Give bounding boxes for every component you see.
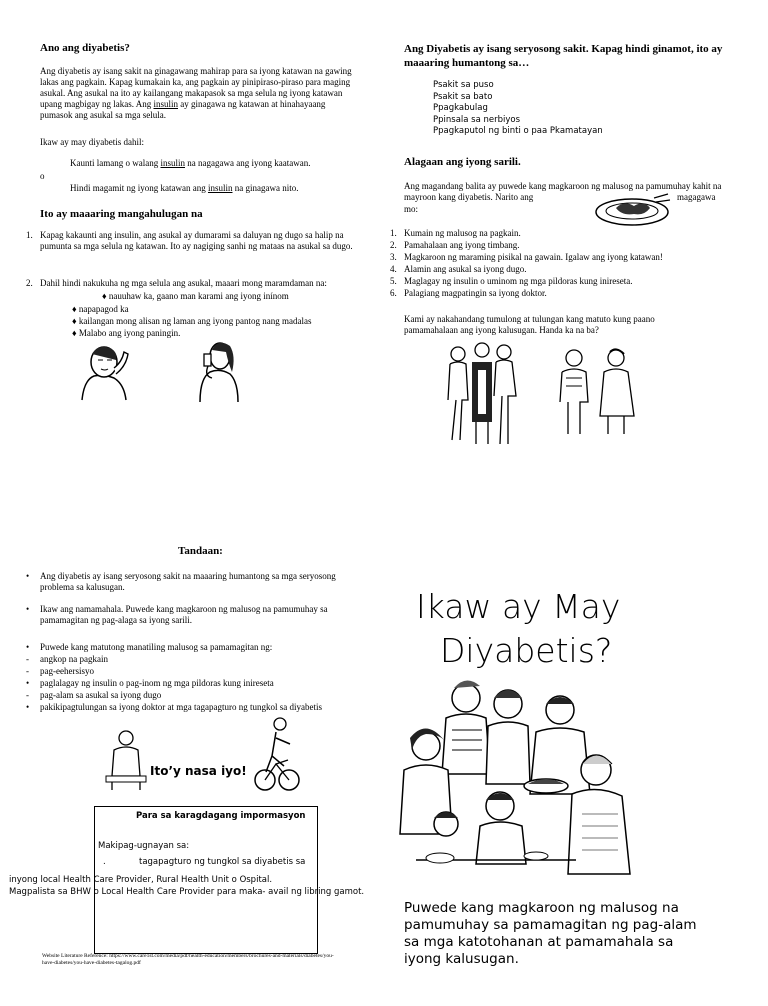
- cover-tagline: Puwede kang magkaroon ng malusog na pamumuhay sa pamamagitan ng pag-alam sa mga katotohanan at pamamahala sa iyong kalusugan.: [404, 900, 697, 967]
- drinking-person-illustration: [186, 338, 250, 404]
- reason-1-insulin: insulin: [160, 158, 185, 168]
- reference-text: Website Literature Reference: https://www.care1st.com/media/pdf/health-education/members/brochures-and-materials/diabetes/you-have-diabetes/you-have-diabetes-tagalog.pdf: [42, 953, 334, 966]
- cyclist-illustration: [254, 714, 300, 798]
- care-intro-end: mo:: [404, 204, 419, 214]
- reason-2-text-b: na ginagawa nito.: [232, 183, 299, 193]
- reason-label: Ikaw ay may diyabetis dahil:: [40, 137, 144, 147]
- info-title: Para sa karagdagang impormasyon: [136, 811, 306, 821]
- symptom-text: napapagod ka: [78, 304, 129, 314]
- numbered-item-text: Kapag kakaunti ang insulin, ang asukal ay dumarami sa daluyan ng dugo sa halip na pumunta sa mga selula ng katawan. Ito ay nagiging sanhi ng mataas na asukal sa dugo.: [40, 230, 353, 251]
- bullet-icon: •: [26, 702, 30, 712]
- reason-2-insulin: insulin: [207, 183, 233, 193]
- its-up-to-you-text: Ito’y nasa iyo!: [150, 764, 247, 778]
- symptom-text: kailangan mong alisan ng laman ang iyong pantog nang madalas: [78, 316, 312, 326]
- care-intro-tail: magagawa: [677, 192, 716, 202]
- care-step-text: Maglagay ng insulin o uminom ng mga pildoras kung inireseta.: [404, 276, 633, 286]
- reason-2: [70, 183, 360, 194]
- intro-text-a: Ang diyabetis ay isang sakit na ginagawang mahirap para sa iyong katawan na gawing lakas ang pagkain. Kapag kumakain ka, ang pagkain ay pinipiraso-piraso para maging asukal. Ang asukal na ito ay kailangang makapasok sa mga selula ng iyong katawan upang magbigay ng lakas. Ang: [40, 66, 352, 109]
- intro-text-b: ay ginagawa ng katawan at hinahayaang pumasok ang asukal sa mga selula.: [40, 99, 326, 120]
- care-step-num: 1.: [390, 228, 397, 238]
- dash-item: [26, 702, 366, 714]
- remember-bullet-text: Puwede kang matutong manatiling malusog sa pamamagitan ng:: [40, 642, 273, 652]
- symptom-text: Malabo ang iyong paningin.: [78, 328, 181, 338]
- headache-person-illustration: [76, 340, 134, 404]
- sitting-elder-illustration: [102, 728, 148, 792]
- diamond-bullet-icon: ♦: [72, 328, 77, 338]
- care-step: [390, 276, 730, 288]
- remember-bullet-text: Ang diyabetis ay isang seryosong sakit na maaaring humantong sa mga seryosong problema sa kalusugan.: [40, 571, 336, 592]
- care-step-text: Magkaroon ng maraming pisikal na gawain. Igalaw ang iyong katawan!: [404, 252, 663, 262]
- reason-1-text-b: na nagagawa ang iyong kaatawan.: [185, 158, 311, 168]
- symptom-text: nauuhaw ka, gaano man karami ang iyong inínom: [108, 291, 289, 301]
- care-step-text: Alamin ang asukal sa iyong dugo.: [404, 264, 527, 274]
- reason-2-text-a: Hindi magamit ng iyong katawan ang: [70, 183, 208, 193]
- help-text: Kami ay nakahandang tumulong at tulungan kang matuto kung paano pamamahalaan ang iyong kalusugan. Handa ka na ba?: [404, 314, 655, 335]
- dash-icon: -: [26, 666, 29, 676]
- dash-item-text: paglalagay ng insulin o pag-inom ng mga pildoras kung inireseta: [40, 678, 274, 688]
- dash-item-text: pakikipagtulungan sa iyong doktor at mga tagapagturo ng tungkol sa diyabetis: [40, 702, 322, 712]
- complication-item: Ppinsala sa nerbiyos: [433, 114, 521, 125]
- dash-list: [26, 654, 366, 714]
- bullet-icon: •: [26, 604, 30, 614]
- numbered-item-1: [26, 230, 366, 252]
- group-with-doctor-illustration: [442, 340, 524, 448]
- provider-line-1: inyong local Health Care Provider, Rural Health Unit o Ospital.: [9, 875, 273, 885]
- care-step-text: Pamahalaan ang iyong timbang.: [404, 240, 520, 250]
- remember-bullet: [26, 604, 366, 626]
- complication-heading: Ang Diyabetis ay isang seryosong sakit. Kapag hindi ginamot, ito ay maaaring humantong sa…: [404, 43, 723, 69]
- dash-item: [26, 690, 366, 702]
- provider-line-2: Magpalista sa BHW o Local Health Care Provider para maka- avail ng libring gamot.: [9, 887, 365, 897]
- complication-item: Ppagkabulag: [433, 103, 488, 114]
- care-steps: [390, 228, 730, 300]
- diamond-bullet-icon: ♦: [72, 304, 77, 314]
- cover-title-line-1: Ikaw ay May: [416, 587, 621, 626]
- bullet-icon: •: [26, 678, 30, 688]
- care-step-num: 2.: [390, 240, 397, 250]
- dash-icon: -: [26, 654, 29, 664]
- diamond-bullet-icon: ♦: [102, 291, 107, 301]
- care-step: [390, 228, 730, 240]
- contact-dot: .: [103, 857, 106, 867]
- care-step: [390, 240, 730, 252]
- care-intro-line: Ang magandang balita ay puwede kang magkaroon ng malusog na pamumuhay kahit na mayroon kang diyabetis. Narito ang: [404, 181, 722, 202]
- numbered-item-text: Dahil hindi nakukuha ng mga selula ang asukal, maaari mong maramdaman na:: [40, 278, 327, 288]
- reason-1-text-a: Kaunti lamang o walang: [70, 158, 161, 168]
- remember-bullet-text: Ikaw ang namamahala. Puwede kang magkaroon ng malusog na pamumuhay sa pamamagitan ng pag-alaga sa iyong sarili.: [40, 604, 328, 625]
- dash-icon: -: [26, 690, 29, 700]
- reason-1: [70, 158, 360, 169]
- diabetes-heading: Ano ang diyabetis?: [40, 42, 130, 54]
- intro-insulin: insulin: [153, 99, 178, 109]
- remember-bullet: [26, 571, 366, 593]
- dash-item-text: angkop na pagkain: [40, 654, 108, 664]
- care-step-text: Kumain ng malusog na pagkain.: [404, 228, 521, 238]
- complication-item: Psakit sa bato: [433, 91, 493, 102]
- numbered-item-num: 2.: [26, 278, 33, 288]
- complication-item: Psakit sa puso: [433, 80, 494, 90]
- care-step: [390, 264, 730, 276]
- cover-title-line-2: Diyabetis?: [440, 631, 613, 670]
- bullet-icon: •: [26, 571, 30, 581]
- care-heading: Alagaan ang iyong sarili.: [404, 156, 521, 168]
- dash-item-text: pag-alam sa asukal sa iyong dugo: [40, 690, 162, 700]
- numbered-item-2: [26, 278, 366, 289]
- dash-item: [26, 678, 366, 690]
- dash-item: [26, 654, 366, 666]
- remember-bullet: [26, 642, 366, 653]
- care-step-num: 5.: [390, 276, 397, 286]
- contact-label: Makipag-ugnayan sa:: [98, 841, 190, 851]
- care-step-text: Palagiang magpatingin sa iyong doktor.: [404, 288, 547, 298]
- couple-illustration: [554, 346, 638, 436]
- meaning-heading: Ito ay maaaring mangahulugan na: [40, 208, 203, 220]
- symptom-item: [72, 328, 180, 339]
- or-text: o: [40, 171, 45, 181]
- care-step-num: 6.: [390, 288, 397, 298]
- symptom-item: [72, 304, 129, 315]
- bullet-icon: •: [26, 642, 30, 652]
- complication-item: Ppagkaputol ng binti o paa Pkamatayan: [433, 126, 603, 137]
- diamond-bullet-icon: ♦: [72, 316, 77, 326]
- contact-line: tagapagturo ng tungkol sa diyabetis sa: [139, 857, 306, 867]
- care-step-num: 4.: [390, 264, 397, 274]
- symptom-item: [72, 316, 312, 327]
- complication-list: [433, 80, 603, 138]
- food-plate-illustration: [594, 192, 672, 228]
- dash-item-text: pag-eehersisyo: [40, 666, 94, 676]
- symptom-item: [102, 291, 289, 302]
- numbered-item-num: 1.: [26, 230, 33, 240]
- family-dinner-illustration: [396, 674, 632, 884]
- care-step: [390, 288, 730, 300]
- dash-item: [26, 666, 366, 678]
- remember-heading: Tandaan:: [178, 545, 223, 557]
- care-step: [390, 252, 730, 264]
- diabetes-intro: [40, 66, 358, 121]
- care-step-num: 3.: [390, 252, 397, 262]
